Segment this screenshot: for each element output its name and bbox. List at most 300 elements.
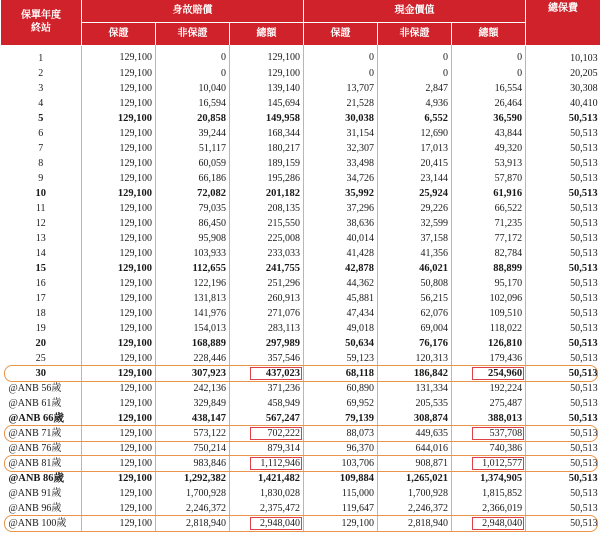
- db-non-guaranteed-cell: 141,976: [156, 306, 230, 321]
- cv-guaranteed-cell: 40,014: [304, 231, 378, 246]
- db-total-cell: 208,135: [230, 201, 304, 216]
- db-non-guaranteed-cell: 228,446: [156, 351, 230, 366]
- db-guaranteed-cell: 129,100: [82, 81, 156, 96]
- cv-non-guaranteed-cell: 308,874: [378, 411, 452, 426]
- cv-guaranteed-cell: 13,707: [304, 81, 378, 96]
- db-total-cell: 2,375,472: [230, 501, 304, 516]
- age-cell: 25: [35, 352, 46, 364]
- db-guaranteed-cell: 129,100: [82, 171, 156, 186]
- age-cell: 4: [38, 97, 44, 109]
- table-row: [1, 141, 600, 156]
- cv-non-guaranteed-cell: 131,334: [378, 381, 452, 396]
- db-non-guaranteed-cell: 0: [156, 45, 230, 66]
- db-total-cell: 371,236: [230, 381, 304, 396]
- total-premium-header: 總保費: [526, 0, 600, 45]
- cv-guaranteed-cell: 119,647: [304, 501, 378, 516]
- db-total-cell: 1,830,028: [230, 486, 304, 501]
- cv-guaranteed-cell: 88,073: [304, 426, 378, 441]
- cv-non-guaranteed-cell: 23,144: [378, 171, 452, 186]
- age-cell: 8: [38, 157, 44, 169]
- table-row: [1, 306, 600, 321]
- cv-guaranteed-cell: 37,296: [304, 201, 378, 216]
- db-non-guaranteed-cell: 95,908: [156, 231, 230, 246]
- cv-total-cell: 254,960: [452, 366, 526, 381]
- cv-non-guaranteed-cell: 29,226: [378, 201, 452, 216]
- age-cell: 1: [38, 52, 44, 64]
- total-premium-cell: 50,513: [526, 441, 600, 456]
- table-row: [1, 96, 600, 111]
- cv-total-cell: 537,708: [452, 426, 526, 441]
- db-guaranteed-cell: 129,100: [82, 501, 156, 516]
- db-total-cell: 260,913: [230, 291, 304, 306]
- cv-guaranteed-cell: 47,434: [304, 306, 378, 321]
- db-non-guaranteed-cell: 2,818,940: [156, 516, 230, 531]
- cv-total-header: 總額: [452, 23, 526, 46]
- age-cell: 12: [35, 217, 46, 229]
- cv-guaranteed-cell: 21,528: [304, 96, 378, 111]
- table-row: [1, 276, 600, 291]
- total-premium-cell: 50,513: [526, 231, 600, 246]
- db-non-guaranteed-cell: 0: [156, 66, 230, 81]
- total-premium-cell: 50,513: [526, 126, 600, 141]
- total-premium-cell: 50,513: [526, 501, 600, 516]
- cv-non-guaranteed-cell: 25,924: [378, 186, 452, 201]
- table-row: [1, 381, 600, 396]
- cv-guaranteed-cell: 34,726: [304, 171, 378, 186]
- cv-total-cell: 57,870: [452, 171, 526, 186]
- cv-non-guaranteed-cell: 2,818,940: [378, 516, 452, 531]
- cv-non-guaranteed-cell: 37,158: [378, 231, 452, 246]
- total-premium-cell: 50,513: [526, 216, 600, 231]
- cv-guaranteed-cell: 96,370: [304, 441, 378, 456]
- cv-guaranteed-cell: 42,878: [304, 261, 378, 276]
- db-non-guaranteed-cell: 131,813: [156, 291, 230, 306]
- cv-guaranteed-cell: 129,100: [304, 516, 378, 531]
- cv-non-guaranteed-cell: 69,004: [378, 321, 452, 336]
- cv-guaranteed-cell: 41,428: [304, 246, 378, 261]
- cv-total-cell: 0: [452, 45, 526, 66]
- db-non-guaranteed-cell: 168,889: [156, 336, 230, 351]
- db-non-guaranteed-cell: 154,013: [156, 321, 230, 336]
- cv-guaranteed-cell: 38,636: [304, 216, 378, 231]
- db-non-guaranteed-cell: 39,244: [156, 126, 230, 141]
- age-cell: 3: [38, 82, 44, 94]
- cv-guaranteed-cell: 45,881: [304, 291, 378, 306]
- table-row: [1, 486, 600, 501]
- table-row: [1, 396, 600, 411]
- cv-guaranteed-cell: 31,154: [304, 126, 378, 141]
- cv-non-guaranteed-cell: 2,246,372: [378, 501, 452, 516]
- db-total-cell: 271,076: [230, 306, 304, 321]
- age-cell: 16: [35, 277, 46, 289]
- db-guaranteed-cell: 129,100: [82, 411, 156, 426]
- db-total-cell: 189,159: [230, 156, 304, 171]
- cv-non-guaranteed-cell: 41,356: [378, 246, 452, 261]
- age-cell: 11: [35, 202, 46, 214]
- age-cell: @ANB 81歲: [8, 457, 62, 469]
- cv-total-cell: 740,386: [452, 441, 526, 456]
- db-guaranteed-cell: 129,100: [82, 126, 156, 141]
- age-cell: @ANB 100歲: [8, 517, 67, 529]
- total-premium-cell: 50,513: [526, 141, 600, 156]
- db-non-guaranteed-cell: 307,923: [156, 366, 230, 381]
- cv-guaranteed-cell: 59,123: [304, 351, 378, 366]
- end-label: 終站: [31, 23, 51, 35]
- db-total-cell: 437,023: [230, 366, 304, 381]
- cv-non-guaranteed-cell: 12,690: [378, 126, 452, 141]
- table-row: [1, 471, 600, 486]
- cv-total-cell: 179,436: [452, 351, 526, 366]
- cv-guaranteed-cell: 60,890: [304, 381, 378, 396]
- cv-guaranteed-header: 保證: [304, 23, 378, 46]
- total-premium-cell: 50,513: [526, 261, 600, 276]
- table-row: [1, 156, 600, 171]
- cv-total-cell: 88,899: [452, 261, 526, 276]
- total-premium-cell: 50,513: [526, 381, 600, 396]
- policy-year-label: 保單年度: [21, 10, 61, 22]
- db-total-cell: 168,344: [230, 126, 304, 141]
- table-row: [1, 186, 600, 201]
- db-non-guaranteed-cell: 103,933: [156, 246, 230, 261]
- table-row: [1, 456, 600, 471]
- cv-non-guaranteed-cell: 56,215: [378, 291, 452, 306]
- total-premium-cell: 40,410: [526, 96, 600, 111]
- total-premium-cell: 50,513: [526, 336, 600, 351]
- cv-guaranteed-cell: 0: [304, 45, 378, 66]
- table-row: [1, 81, 600, 96]
- cv-guaranteed-cell: 109,884: [304, 471, 378, 486]
- age-cell: @ANB 71歲: [8, 427, 62, 439]
- db-total-cell: 139,140: [230, 81, 304, 96]
- db-total-cell: 1,112,946: [230, 456, 304, 471]
- db-non-guaranteed-header: 非保證: [156, 23, 230, 46]
- cv-total-cell: 1,815,852: [452, 486, 526, 501]
- table-row: [1, 321, 600, 336]
- table-row: [1, 441, 600, 456]
- age-cell: @ANB 61歲: [8, 397, 62, 409]
- db-guaranteed-cell: 129,100: [82, 516, 156, 531]
- db-non-guaranteed-cell: 1,700,928: [156, 486, 230, 501]
- db-guaranteed-cell: 129,100: [82, 66, 156, 81]
- db-guaranteed-cell: 129,100: [82, 246, 156, 261]
- cv-total-cell: 77,172: [452, 231, 526, 246]
- cash-value-header: 現金價值: [304, 0, 526, 23]
- db-guaranteed-cell: 129,100: [82, 351, 156, 366]
- cv-total-cell: 26,464: [452, 96, 526, 111]
- db-non-guaranteed-cell: 1,292,382: [156, 471, 230, 486]
- table-row: [1, 171, 600, 186]
- db-guaranteed-cell: 129,100: [82, 141, 156, 156]
- db-guaranteed-cell: 129,100: [82, 486, 156, 501]
- cv-total-cell: 66,522: [452, 201, 526, 216]
- cv-guaranteed-cell: 0: [304, 66, 378, 81]
- cv-non-guaranteed-cell: 32,599: [378, 216, 452, 231]
- db-guaranteed-cell: 129,100: [82, 45, 156, 66]
- db-total-cell: 297,989: [230, 336, 304, 351]
- total-premium-cell: 50,513: [526, 306, 600, 321]
- db-guaranteed-cell: 129,100: [82, 96, 156, 111]
- total-premium-cell: 50,513: [526, 201, 600, 216]
- total-premium-cell: 50,513: [526, 111, 600, 126]
- total-premium-cell: 50,513: [526, 426, 600, 441]
- cv-total-cell: 1,374,905: [452, 471, 526, 486]
- cv-total-cell: 1,012,577: [452, 456, 526, 471]
- db-total-cell: 702,222: [230, 426, 304, 441]
- age-cell: 19: [35, 322, 46, 334]
- death-benefit-header: 身故賠償: [82, 0, 304, 23]
- db-non-guaranteed-cell: 16,594: [156, 96, 230, 111]
- table-row: [1, 246, 600, 261]
- cv-non-guaranteed-cell: 50,808: [378, 276, 452, 291]
- age-cell: 6: [38, 127, 44, 139]
- age-cell: 17: [35, 292, 46, 304]
- total-premium-cell: 50,513: [526, 171, 600, 186]
- age-cell: @ANB 76歲: [8, 442, 62, 454]
- total-premium-cell: 50,513: [526, 291, 600, 306]
- total-premium-cell: 50,513: [526, 396, 600, 411]
- db-total-cell: 1,421,482: [230, 471, 304, 486]
- db-non-guaranteed-cell: 242,136: [156, 381, 230, 396]
- db-guaranteed-cell: 129,100: [82, 381, 156, 396]
- db-non-guaranteed-cell: 79,035: [156, 201, 230, 216]
- cv-guaranteed-cell: 79,139: [304, 411, 378, 426]
- db-non-guaranteed-cell: 983,846: [156, 456, 230, 471]
- table-row: [1, 111, 600, 126]
- cv-total-cell: 82,784: [452, 246, 526, 261]
- db-total-cell: 180,217: [230, 141, 304, 156]
- total-premium-cell: 50,513: [526, 186, 600, 201]
- cv-guaranteed-cell: 115,000: [304, 486, 378, 501]
- cv-total-cell: 61,916: [452, 186, 526, 201]
- table-row: [1, 291, 600, 306]
- db-guaranteed-cell: 129,100: [82, 441, 156, 456]
- age-cell: @ANB 96歲: [8, 502, 62, 514]
- db-guaranteed-cell: 129,100: [82, 216, 156, 231]
- cv-total-cell: 126,810: [452, 336, 526, 351]
- cv-non-guaranteed-cell: 1,265,021: [378, 471, 452, 486]
- cv-total-cell: 192,224: [452, 381, 526, 396]
- total-premium-cell: 50,513: [526, 351, 600, 366]
- cv-total-cell: 43,844: [452, 126, 526, 141]
- age-cell: 2: [38, 67, 44, 79]
- age-cell: @ANB 66歲: [8, 412, 65, 424]
- cv-total-cell: 0: [452, 66, 526, 81]
- cv-non-guaranteed-cell: 644,016: [378, 441, 452, 456]
- total-premium-cell: 30,308: [526, 81, 600, 96]
- cv-non-guaranteed-cell: 6,552: [378, 111, 452, 126]
- cv-total-cell: 71,235: [452, 216, 526, 231]
- cv-non-guaranteed-cell: 908,871: [378, 456, 452, 471]
- cv-total-cell: 388,013: [452, 411, 526, 426]
- db-guaranteed-cell: 129,100: [82, 111, 156, 126]
- policy-year-header: [1, 0, 82, 45]
- total-premium-cell: 50,513: [526, 246, 600, 261]
- age-cell: @ANB 56歲: [8, 382, 62, 394]
- db-guaranteed-cell: 129,100: [82, 396, 156, 411]
- db-non-guaranteed-cell: 60,059: [156, 156, 230, 171]
- cv-guaranteed-cell: 32,307: [304, 141, 378, 156]
- cv-non-guaranteed-header: 非保證: [378, 23, 452, 46]
- cv-total-cell: 49,320: [452, 141, 526, 156]
- db-non-guaranteed-cell: 72,082: [156, 186, 230, 201]
- db-guaranteed-cell: 129,100: [82, 336, 156, 351]
- cv-total-cell: 275,487: [452, 396, 526, 411]
- total-premium-cell: 50,513: [526, 366, 600, 381]
- total-premium-cell: 10,103: [526, 45, 600, 66]
- cv-guaranteed-cell: 30,038: [304, 111, 378, 126]
- cv-non-guaranteed-cell: 0: [378, 66, 452, 81]
- total-premium-cell: 50,513: [526, 276, 600, 291]
- cv-guaranteed-cell: 50,634: [304, 336, 378, 351]
- cv-guaranteed-cell: 69,952: [304, 396, 378, 411]
- cv-total-cell: 2,948,040: [452, 516, 526, 531]
- age-cell: 10: [35, 187, 46, 199]
- cv-guaranteed-cell: 103,706: [304, 456, 378, 471]
- db-guaranteed-cell: 129,100: [82, 306, 156, 321]
- cv-non-guaranteed-cell: 4,936: [378, 96, 452, 111]
- total-premium-cell: 50,513: [526, 321, 600, 336]
- db-total-cell: 129,100: [230, 66, 304, 81]
- table-row: [1, 201, 600, 216]
- cv-total-cell: 36,590: [452, 111, 526, 126]
- db-total-cell: 225,008: [230, 231, 304, 246]
- age-cell: 20: [35, 337, 46, 349]
- db-non-guaranteed-cell: 10,040: [156, 81, 230, 96]
- table-row: [1, 426, 600, 441]
- cv-guaranteed-cell: 44,362: [304, 276, 378, 291]
- table-row: [1, 231, 600, 246]
- db-non-guaranteed-cell: 66,186: [156, 171, 230, 186]
- table-row: [1, 45, 600, 66]
- db-total-cell: 149,958: [230, 111, 304, 126]
- db-guaranteed-header: 保證: [82, 23, 156, 46]
- table-row: [1, 501, 600, 516]
- age-cell: 14: [35, 247, 46, 259]
- db-non-guaranteed-cell: 112,655: [156, 261, 230, 276]
- db-guaranteed-cell: 129,100: [82, 156, 156, 171]
- cv-non-guaranteed-cell: 46,021: [378, 261, 452, 276]
- table-row: [1, 336, 600, 351]
- db-total-cell: 2,948,040: [230, 516, 304, 531]
- db-total-cell: 567,247: [230, 411, 304, 426]
- db-guaranteed-cell: 129,100: [82, 426, 156, 441]
- table-row: [1, 126, 600, 141]
- db-total-cell: 251,296: [230, 276, 304, 291]
- total-premium-cell: 50,513: [526, 516, 600, 531]
- db-total-cell: 195,286: [230, 171, 304, 186]
- db-non-guaranteed-cell: 573,122: [156, 426, 230, 441]
- total-premium-cell: 50,513: [526, 486, 600, 501]
- age-cell: 18: [35, 307, 46, 319]
- db-total-cell: 283,113: [230, 321, 304, 336]
- db-guaranteed-cell: 129,100: [82, 456, 156, 471]
- cv-total-cell: 118,022: [452, 321, 526, 336]
- table-body: [1, 45, 600, 531]
- cv-non-guaranteed-cell: 20,415: [378, 156, 452, 171]
- cv-non-guaranteed-cell: 120,313: [378, 351, 452, 366]
- cv-total-cell: 53,913: [452, 156, 526, 171]
- cv-guaranteed-cell: 49,018: [304, 321, 378, 336]
- table-row: [1, 216, 600, 231]
- table-row: [1, 261, 600, 276]
- db-total-cell: 357,546: [230, 351, 304, 366]
- age-cell: @ANB 86歲: [8, 472, 65, 484]
- cv-non-guaranteed-cell: 205,535: [378, 396, 452, 411]
- age-cell: 9: [38, 172, 44, 184]
- total-premium-cell: 50,513: [526, 456, 600, 471]
- cv-non-guaranteed-cell: 62,076: [378, 306, 452, 321]
- age-cell: @ANB 91歲: [8, 487, 62, 499]
- total-premium-cell: 20,205: [526, 66, 600, 81]
- db-guaranteed-cell: 129,100: [82, 276, 156, 291]
- table-row: [1, 411, 600, 426]
- cv-non-guaranteed-cell: 76,176: [378, 336, 452, 351]
- db-guaranteed-cell: 129,100: [82, 201, 156, 216]
- cv-non-guaranteed-cell: 186,842: [378, 366, 452, 381]
- cv-non-guaranteed-cell: 0: [378, 45, 452, 66]
- db-total-cell: 201,182: [230, 186, 304, 201]
- db-total-header: 總額: [230, 23, 304, 46]
- db-guaranteed-cell: 129,100: [82, 366, 156, 381]
- db-total-cell: 129,100: [230, 45, 304, 66]
- db-guaranteed-cell: 129,100: [82, 261, 156, 276]
- db-total-cell: 458,949: [230, 396, 304, 411]
- db-non-guaranteed-cell: 438,147: [156, 411, 230, 426]
- table-row: [1, 366, 600, 381]
- table-row: [1, 351, 600, 366]
- cv-total-cell: 16,554: [452, 81, 526, 96]
- cv-total-cell: 95,170: [452, 276, 526, 291]
- db-non-guaranteed-cell: 329,849: [156, 396, 230, 411]
- table-row: [1, 516, 600, 531]
- age-cell: 30: [35, 367, 46, 379]
- total-premium-cell: 50,513: [526, 471, 600, 486]
- db-total-cell: 233,033: [230, 246, 304, 261]
- age-cell: 5: [38, 112, 44, 124]
- age-cell: 15: [35, 262, 46, 274]
- db-non-guaranteed-cell: 2,246,372: [156, 501, 230, 516]
- cv-total-cell: 109,510: [452, 306, 526, 321]
- db-total-cell: 241,755: [230, 261, 304, 276]
- cv-guaranteed-cell: 68,118: [304, 366, 378, 381]
- db-guaranteed-cell: 129,100: [82, 471, 156, 486]
- cv-non-guaranteed-cell: 2,847: [378, 81, 452, 96]
- db-guaranteed-cell: 129,100: [82, 321, 156, 336]
- total-premium-cell: 50,513: [526, 156, 600, 171]
- db-non-guaranteed-cell: 51,117: [156, 141, 230, 156]
- db-total-cell: 215,550: [230, 216, 304, 231]
- age-cell: 7: [38, 142, 44, 154]
- table-row: [1, 66, 600, 81]
- db-total-cell: 879,314: [230, 441, 304, 456]
- cv-guaranteed-cell: 33,498: [304, 156, 378, 171]
- cv-non-guaranteed-cell: 17,013: [378, 141, 452, 156]
- db-non-guaranteed-cell: 750,214: [156, 441, 230, 456]
- total-premium-cell: 50,513: [526, 411, 600, 426]
- age-cell: 13: [35, 232, 46, 244]
- db-non-guaranteed-cell: 20,858: [156, 111, 230, 126]
- cv-guaranteed-cell: 35,992: [304, 186, 378, 201]
- cv-total-cell: 2,366,019: [452, 501, 526, 516]
- cv-non-guaranteed-cell: 1,700,928: [378, 486, 452, 501]
- db-non-guaranteed-cell: 122,196: [156, 276, 230, 291]
- db-total-cell: 145,694: [230, 96, 304, 111]
- cv-non-guaranteed-cell: 449,635: [378, 426, 452, 441]
- db-guaranteed-cell: 129,100: [82, 231, 156, 246]
- cv-total-cell: 102,096: [452, 291, 526, 306]
- db-non-guaranteed-cell: 86,450: [156, 216, 230, 231]
- db-guaranteed-cell: 129,100: [82, 186, 156, 201]
